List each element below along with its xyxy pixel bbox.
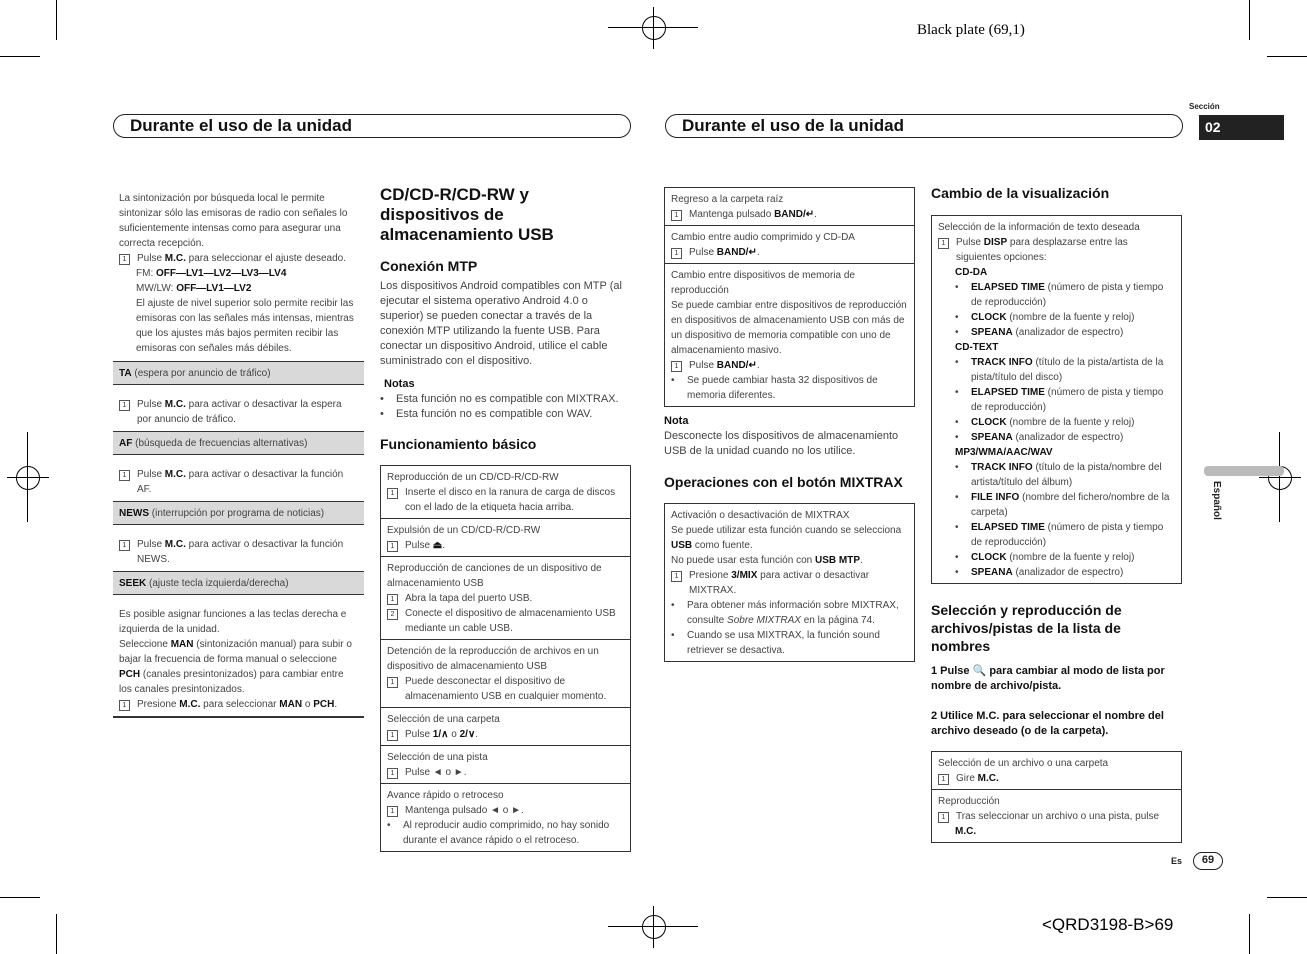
language-tab-label: Español <box>1211 481 1222 520</box>
column-3 <box>664 187 915 662</box>
registration-mark <box>16 466 40 490</box>
note-item: Esta función no es compatible con WAV. <box>396 408 593 420</box>
notes-title: Notas <box>384 378 415 390</box>
page-number: 69 <box>1193 852 1223 870</box>
crop-mark <box>0 897 40 898</box>
mixtrax-title: Operaciones con el botón MIXTRAX <box>664 474 903 490</box>
eject-icon: ⏏ <box>432 540 443 551</box>
footer-lang: Es <box>1171 856 1183 866</box>
section-title: CD/CD-R/CD-RW y dispositivos de almacenamiento USB <box>380 185 554 244</box>
ta-title: TA <box>119 368 132 379</box>
return-icon: ↵ <box>805 209 815 220</box>
mtp-text: Los dispositivos Android compatibles con MTP (al ejecutar el sistema operativo Android 4.0 o superior) se pueden conectar a través de la conexión MTP utilizando la fuente USB. Para conectar un dispositivo Android, utilice el cable suministrado con el dispositivo. <box>380 280 622 367</box>
plate-label: Black plate (69,1) <box>917 22 1025 38</box>
registration-mark <box>642 915 666 939</box>
column-4 <box>931 184 1182 843</box>
page-header-right: Durante el uso de la unidad <box>665 114 1183 138</box>
up-icon: ∧ <box>441 729 449 740</box>
basic-table: Reproducción de un CD/CD-R/CD-RW 1 Inserte el disco en la ranura de carga de discos con el lado de la etiqueta hacia arriba. Expulsión de un CD/CD-R/CD-RW 1 Pulse ⏏. Reproducción de canciones de un dispositivo de almacenamiento USB 1 Abra la tapa del puerto USB. 2 Conecte el dispositivo de almacenamiento USB mediante un cable USB. Detención de la reproducción de archivos en un dispositivo de almacenamiento USB 1 Puede desconectar el dispositivo de almacenamiento USB en cualquier momento. Selección de una carpeta 1 Pulse 1/∧ o 2/∨. Selección de una pista 1 Pulse ◄ o ►. Avance rápido o retroceso 1 Mantenga pulsado ◄ o ►. • Al reproducir audio comprimido, no hay sonido durante el avance rápido o el retroceso. <box>380 465 631 852</box>
usb-table: Regreso a la carpeta raíz 1 Mantenga pulsado BAND/↵. Cambio entre audio comprimido y CD-DA 1 Pulse BAND/↵. Cambio entre dispositivos de memoria de reproducción Se puede cambiar entre dispositivos de reproducción en dispositivos de almacenamiento USB con más de un dispositivo de memoria compatible con uno de almacenamiento masivo. 1 Pulse BAND/↵. • Se puede cambiar hasta 32 dispositivos de memoria diferentes. <box>664 187 915 407</box>
group-cdtext: CD-TEXT <box>955 342 999 353</box>
document-code: <QRD3198-B>69 <box>1042 915 1174 934</box>
nota-text: Desconecte los dispositivos de almacenamiento USB de la unidad cuando no los utilice. <box>664 430 899 457</box>
return-icon: ↵ <box>748 247 757 258</box>
crop-mark <box>1249 914 1250 954</box>
mw-levels: OFF—LV1—LV2 <box>176 283 252 294</box>
nota-title: Nota <box>664 415 689 427</box>
news-title: NEWS <box>119 508 149 519</box>
mixtrax-table: Activación o desactivación de MIXTRAX Se puede utilizar esta función cuando se selecciona USB como fuente. No puede usar esta función con USB MTP. 1 Presione 3/MIX para activar o desactivar MIXTRAX. • Para obtener más información sobre MIXTRAX, consulte Sobre MIXTRAX en la página 74. • Cuando se usa MIXTRAX, la función sound retriever se desactiva. <box>664 503 915 662</box>
fm-levels: OFF—LV1—LV2—LV3—LV4 <box>156 268 287 279</box>
crop-mark <box>1279 432 1280 522</box>
registration-mark <box>642 16 666 40</box>
return-icon: ↵ <box>748 360 757 371</box>
level-note: El ajuste de nivel superior solo permite recibir las emisoras con las señales más intensas, mientras que los ajustes más bajos permiten recibir las emisoras con señales más débiles. <box>136 298 354 354</box>
column-1: La sintonización por búsqueda local le permite sintonizar sólo las emisoras de radio con señales lo suficientemente intensas como para asegurar una correcta recepción. 1 Pulse M.C. para seleccionar el ajuste deseado. FM: OFF—LV1—LV2—LV3—LV4 MW/LW: OFF—LV1—LV2 El ajuste de nivel superior solo permite recibir las emisoras con las señales más intensas, mientras que los ajustes más bajos permiten recibir las emisoras con señales más débiles. TA (espera por anuncio de tráfico) 1 Pulse M.C. para activar o desactivar la espera por anuncio de tráfico. AF (búsqueda de frecuencias alternativas) 1 Pulse M.C. para activar o desactivar la función AF. NEWS (interrupción por programa de noticias) 1 Pulse M.C. para activar o desactivar la función NEWS. SEEK (ajuste tecla izquierda/derecha) Es posible asignar funciones a las teclas derecha e izquierda de la unidad. Seleccione MAN (sintonización manual) para subir o bajar la frecuencia de forma manual o seleccione PCH (canales presintonizados) para cambiar entre los canales presintonizados. 1 Presione M.C. para seleccionar MAN o PCH. <box>113 189 364 718</box>
crop-mark <box>1249 0 1250 40</box>
page-header-left: Durante el uso de la unidad <box>113 114 631 138</box>
step-number: 1 <box>119 254 130 265</box>
column-2: CD/CD-R/CD-RW y dispositivos de almacenamiento USB Conexión MTP Los dispositivos Android compatibles con MTP (al ejecutar el sistema operativo Android 4.0 o superior) se pueden conectar a través de la conexión MTP utilizando la fuente USB. Para conectar un dispositivo Android, utilice el cable suministrado con el dispositivo. Notas • Esta función no es compatible con MIXTRAX. • Esta función no es compatible con WAV. Funcionamiento básico Reproducción de un CD/CD-R/CD-RW 1 Inserte el disco en la ranura de carga de discos con el lado de la etiqueta hacia arriba. Expulsión de un CD/CD-R/CD-RW 1 Pulse ⏏. Reproducción de canciones de un dispositivo de almacenamiento USB 1 Abra la tapa del puerto USB. 2 Conecte el dispositivo de almacenamiento USB mediante un cable USB. Detención de la reproducción de archivos en un dispositivo de almacenamiento USB 1 Puede desconectar el dispositivo de almacenamiento USB en cualquier momento. Selección de una carpeta 1 Pulse 1/∧ o 2/∨. Selección de una pista 1 Pulse ◄ o ►. Avance rápido o retroceso 1 Mantenga pulsado ◄ o ►. • Al reproducir audio comprimido, no hay sonido durante el avance rápido o el retroceso. <box>380 185 631 852</box>
display-table: Selección de la información de texto deseada 1 Pulse DISP para desplazarse entre las siguientes opciones: CD-DA • ELAPSED TIME (número de pista y tiempo de reproducción) • CLOCK (nombre de la fuente y reloj) • SPEANA (analizador de espectro) CD-TEXT • TRACK INFO (título de la pista/artista de la pista/título del disco) • ELAPSED TIME (número de pista y tiempo de reproducción) • CLOCK (nombre de la fuente y reloj) • SPEANA (analizador de espectro) MP3/WMA/AAC/WAV • TRACK INFO (título de la pista/nombre del artista/título del álbum) • FILE INFO (nombre del fichero/nombre de la carpeta) • ELAPSED TIME (número de pista y tiempo de reproducción) • CLOCK (nombre de la fuente y reloj) • SPEANA (analizador de espectro) <box>931 215 1182 584</box>
group-mp3: MP3/WMA/AAC/WAV <box>955 447 1053 458</box>
basic-title: Funcionamiento básico <box>380 436 537 452</box>
crop-mark <box>0 56 40 57</box>
mtp-title: Conexión MTP <box>380 258 478 274</box>
seek-title: SEEK <box>119 578 147 589</box>
list-step-1: 1 Pulse 🔍 para cambiar al modo de lista por nombre de archivo/pista. <box>931 665 1165 692</box>
section-label: Sección <box>1189 102 1220 111</box>
group-cdda: CD-DA <box>955 267 988 278</box>
crop-mark <box>1267 56 1307 57</box>
crop-mark <box>608 27 698 28</box>
crop-mark <box>56 914 57 954</box>
af-title: AF <box>119 438 133 449</box>
display-title: Cambio de la visualización <box>931 185 1110 201</box>
crop-mark <box>1267 897 1307 898</box>
list-table: Selección de un archivo o una carpeta 1 Gire M.C. Reproducción 1 Tras seleccionar un archivo o una pista, pulse M.C. <box>931 751 1182 843</box>
crop-mark <box>27 432 28 522</box>
crop-mark <box>608 926 698 927</box>
crop-mark <box>56 0 57 40</box>
list-title: Selección y reproducción de archivos/pistas de la lista de nombres <box>931 602 1122 654</box>
section-number: 02 <box>1199 115 1284 140</box>
down-icon: ∨ <box>467 729 476 740</box>
language-tab <box>1204 466 1284 476</box>
list-step-2: 2 Utilice M.C. para seleccionar el nombre del archivo deseado (o de la carpeta). <box>931 710 1164 737</box>
note-item: Esta función no es compatible con MIXTRAX. <box>396 393 619 405</box>
intro-text: La sintonización por búsqueda local le permite sintonizar sólo las emisoras de radio con señales lo suficientemente intensas como para asegurar una correcta recepción. <box>119 193 348 249</box>
